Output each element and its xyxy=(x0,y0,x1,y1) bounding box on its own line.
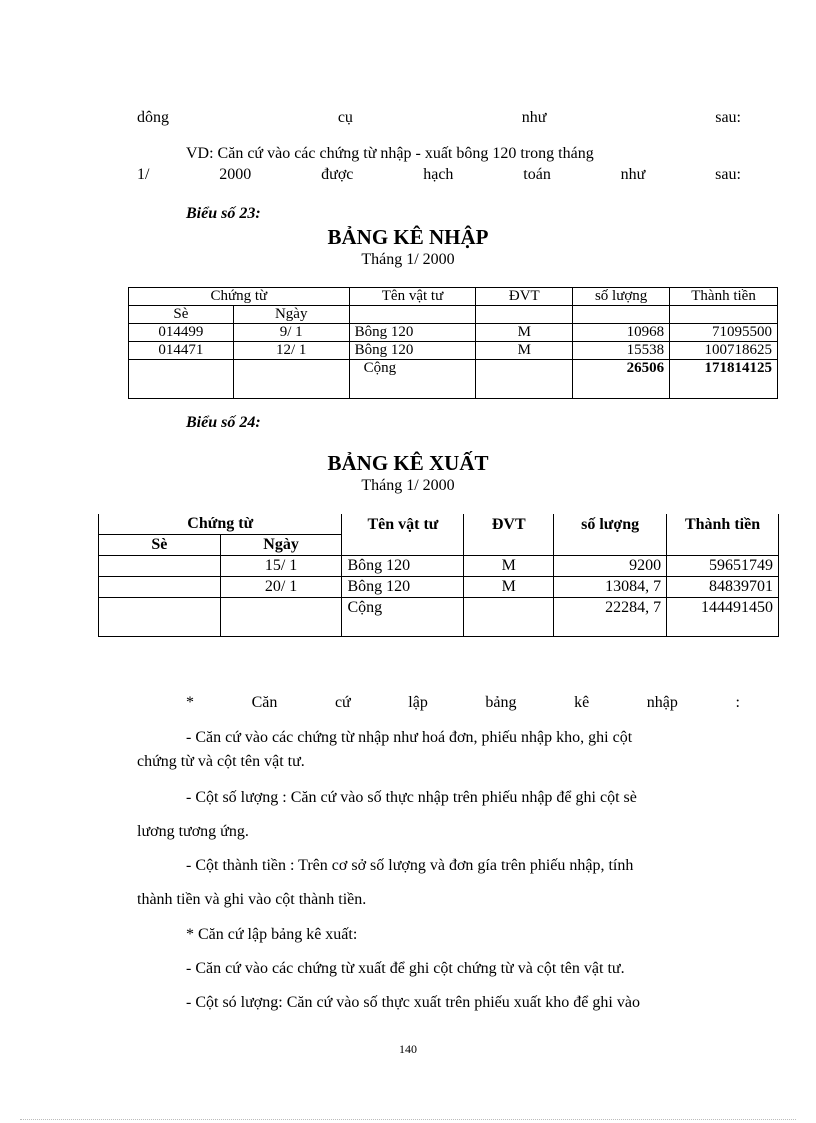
header-ngay: Ngày xyxy=(233,306,349,324)
total-qty: 26506 xyxy=(573,360,670,399)
word: dông xyxy=(137,109,169,126)
header-doc: Chứng từ xyxy=(99,514,342,535)
header-doc: Chứng từ xyxy=(129,288,350,306)
total-amount: 144491450 xyxy=(667,598,779,637)
total-label: Cộng xyxy=(349,360,476,399)
word: toán xyxy=(523,166,551,183)
cell-amount: 59651749 xyxy=(667,556,779,577)
intro-line-3 xyxy=(137,165,741,185)
cell-amount: 71095500 xyxy=(670,324,778,342)
header-unit: ĐVT xyxy=(464,514,554,556)
cell-ngay: 20/ 1 xyxy=(220,577,342,598)
table-header-row xyxy=(99,514,779,535)
header-so: Sè xyxy=(129,306,234,324)
paragraph-5: - Căn cứ vào các chứng từ xuất để ghi cột chứng từ và cột tên vật tư. xyxy=(186,960,625,977)
cell-so xyxy=(99,556,221,577)
table1-label: Biểu số 23: xyxy=(186,205,261,222)
word: 1/ xyxy=(137,166,150,183)
header-so: Sè xyxy=(99,535,221,556)
word: 2000 xyxy=(219,166,252,183)
paragraph-2a: - Cột số lượng : Căn cứ vào số thực nhập trên phiếu nhập để ghi cột sè xyxy=(186,789,637,806)
paragraph-6: - Cột só lượng: Căn cứ vào số thực xuất trên phiếu xuất kho để ghi vào xyxy=(186,994,640,1011)
paragraph-2b: lương tương ứng. xyxy=(137,823,249,840)
cell-qty: 10968 xyxy=(573,324,670,342)
word: : xyxy=(735,694,740,711)
paragraph-3b: thành tiền và ghi vào cột thành tiền. xyxy=(137,891,367,908)
cell-so xyxy=(99,577,221,598)
table1-subtitle: Tháng 1/ 2000 xyxy=(361,251,455,268)
cell-ngay: 12/ 1 xyxy=(233,342,349,360)
word: nhập xyxy=(646,694,678,711)
paragraph-4: * Căn cứ lập bảng kê xuất: xyxy=(186,926,358,943)
word: hạch xyxy=(423,166,454,183)
table-row xyxy=(99,577,779,598)
cell-so: 014499 xyxy=(129,324,234,342)
cell-qty: 9200 xyxy=(554,556,667,577)
cell-so: 014471 xyxy=(129,342,234,360)
intro-line-2: VD: Căn cứ vào các chứng từ nhập - xuất bông 120 trong tháng xyxy=(186,145,594,162)
cell-amount: 100718625 xyxy=(670,342,778,360)
cell-unit: M xyxy=(476,324,573,342)
header-ngay: Ngày xyxy=(220,535,342,556)
cell-amount: 84839701 xyxy=(667,577,779,598)
cell-name: Bông 120 xyxy=(349,342,476,360)
intro-line-1 xyxy=(137,108,741,128)
paragraph-1a: - Căn cứ vào các chứng từ nhập như hoá đơn, phiếu nhập kho, ghi cột xyxy=(186,729,633,746)
header-name: Tên vật tư xyxy=(349,288,476,306)
table2-label: Biểu số 24: xyxy=(186,414,261,431)
word: sau: xyxy=(715,109,741,126)
paragraph-1b: chứng từ và cột tên vật tư. xyxy=(137,753,305,770)
word: như xyxy=(620,166,646,183)
word: được xyxy=(321,166,354,183)
header-qty: số lượng xyxy=(554,514,667,556)
header-unit: ĐVT xyxy=(476,288,573,306)
table1-title: BẢNG KÊ NHẬP xyxy=(327,225,489,249)
table2-subtitle: Tháng 1/ 2000 xyxy=(361,477,455,494)
cell-ngay: 9/ 1 xyxy=(233,324,349,342)
word: bảng xyxy=(485,694,517,711)
table2-title: BẢNG KÊ XUẤT xyxy=(327,451,489,475)
header-amount: Thành tiền xyxy=(670,288,778,306)
cell-qty: 13084, 7 xyxy=(554,577,667,598)
table-row xyxy=(129,342,778,360)
page-number: 140 xyxy=(399,1042,417,1056)
section-heading-nhap xyxy=(186,693,740,713)
table-total-row xyxy=(99,598,779,637)
paragraph-3a: - Cột thành tiền : Trên cơ sở số lượng và đơn gía trên phiếu nhập, tính xyxy=(186,857,634,874)
cell-name: Bông 120 xyxy=(342,556,464,577)
cell-unit: M xyxy=(476,342,573,360)
header-name: Tên vật tư xyxy=(342,514,464,556)
header-qty: số lượng xyxy=(573,288,670,306)
cell-ngay: 15/ 1 xyxy=(220,556,342,577)
total-qty: 22284, 7 xyxy=(554,598,667,637)
cell-qty: 15538 xyxy=(573,342,670,360)
cell-name: Bông 120 xyxy=(349,324,476,342)
word: cụ xyxy=(337,109,353,126)
table-total-row xyxy=(129,360,778,399)
table-subheader-row xyxy=(129,306,778,324)
page-bottom-divider xyxy=(20,1119,796,1120)
cell-name: Bông 120 xyxy=(342,577,464,598)
table-row xyxy=(129,324,778,342)
table-bang-ke-nhap xyxy=(128,287,778,399)
word: * xyxy=(186,694,194,711)
total-amount: 171814125 xyxy=(670,360,778,399)
total-label: Cộng xyxy=(342,598,464,637)
table-row xyxy=(99,556,779,577)
table-header-row xyxy=(129,288,778,306)
word: như xyxy=(521,109,547,126)
word: kê xyxy=(574,694,590,711)
cell-unit: M xyxy=(464,577,554,598)
word: Căn xyxy=(251,694,278,711)
word: cứ xyxy=(334,694,351,711)
word: sau: xyxy=(715,166,741,183)
word: lập xyxy=(408,694,428,711)
cell-unit: M xyxy=(464,556,554,577)
table-bang-ke-xuat xyxy=(98,514,779,637)
header-amount: Thành tiền xyxy=(667,514,779,556)
